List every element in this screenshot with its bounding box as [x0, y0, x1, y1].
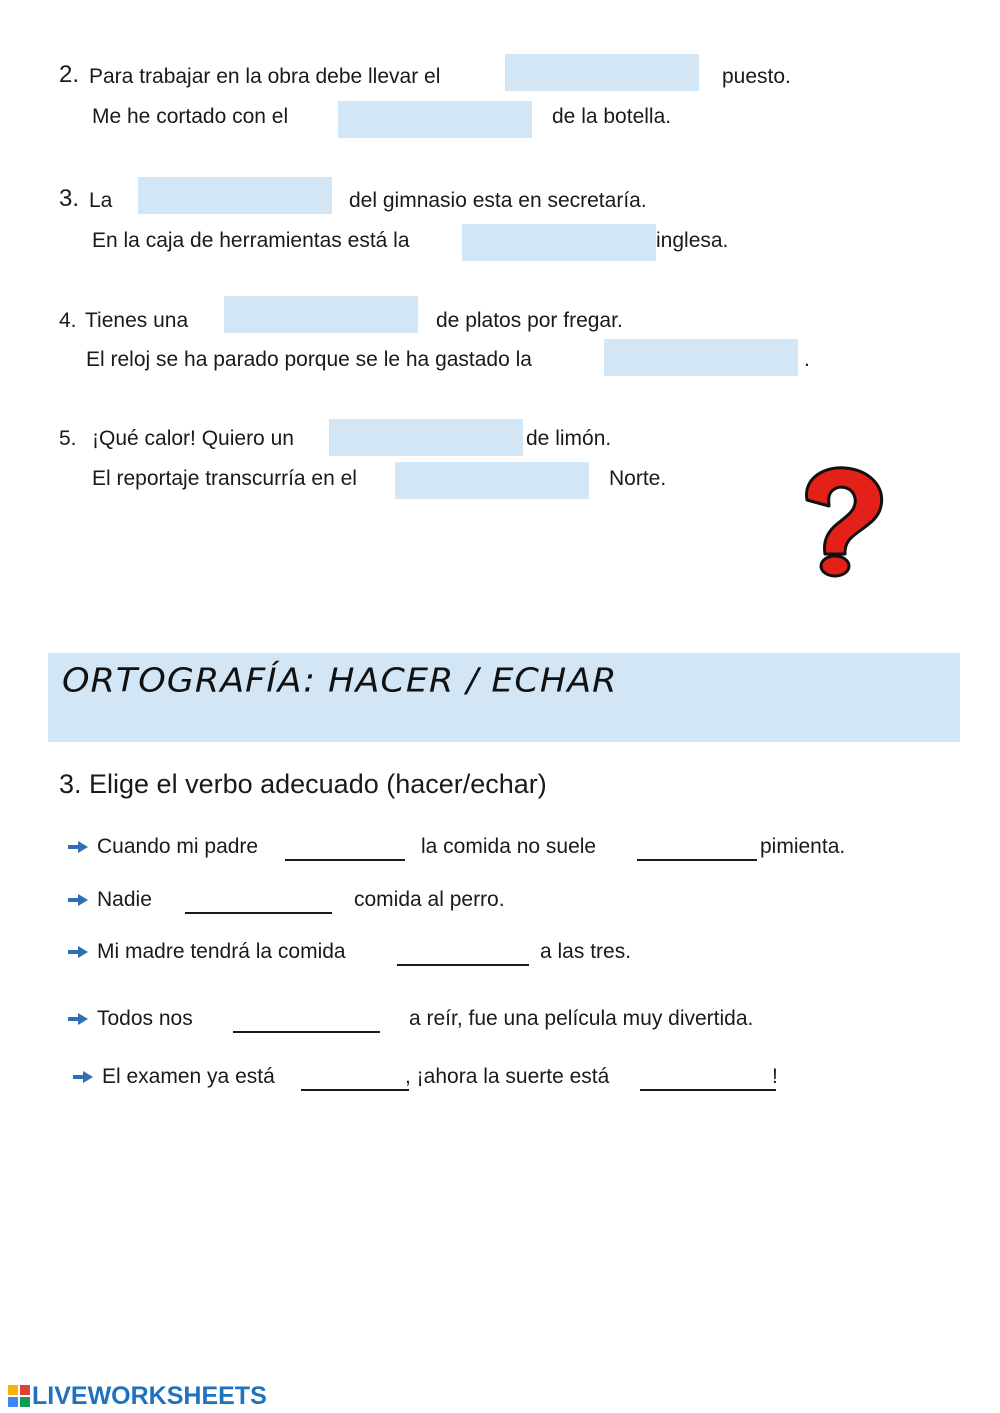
sentence-text: El examen ya está: [102, 1065, 275, 1088]
item-text: de la botella.: [552, 105, 672, 128]
item-text: La: [89, 189, 113, 212]
item-number: 4.: [59, 309, 77, 332]
item-text: ¡Qué calor! Quiero un: [92, 427, 294, 450]
verb-blank-input[interactable]: [301, 1067, 409, 1091]
exercise-title: 3. Elige el verbo adecuado (hacer/echar): [59, 769, 547, 799]
item-text: Norte.: [609, 467, 667, 490]
sentence-text: comida al perro.: [354, 888, 505, 911]
item-text: El reloj se ha parado porque se le ha gastado la: [86, 348, 532, 371]
arrow-right-icon: [73, 1071, 93, 1083]
item-text: Me he cortado con el: [92, 105, 289, 128]
section-banner: [48, 653, 960, 742]
arrow-right-icon: [68, 894, 88, 906]
answer-input[interactable]: [138, 177, 332, 214]
item-number: 2.: [59, 61, 80, 88]
footer-brand-text: LIVEWORKSHEETS: [32, 1381, 267, 1410]
answer-input[interactable]: [505, 54, 699, 91]
banner-title: ORTOGRAFÍA: HACER / ECHAR: [62, 662, 618, 700]
verb-blank-input[interactable]: [233, 1009, 380, 1033]
sentence-text: Cuando mi padre: [97, 835, 259, 858]
item-text: de platos por fregar.: [436, 309, 623, 332]
verb-blank-input[interactable]: [185, 890, 332, 914]
verb-blank-input[interactable]: [640, 1067, 776, 1091]
verb-blank-input[interactable]: [637, 837, 757, 861]
sentence-text: Todos nos: [97, 1007, 193, 1030]
answer-input[interactable]: [338, 101, 532, 138]
sentence-text: !: [772, 1065, 778, 1088]
item-text: Para trabajar en la obra debe llevar el: [89, 65, 441, 88]
item-number: 5.: [59, 427, 77, 450]
sentence-text: Nadie: [97, 888, 152, 911]
item-text: del gimnasio esta en secretaría.: [349, 189, 647, 212]
sentence-text: pimienta.: [760, 835, 846, 858]
arrow-right-icon: [68, 841, 88, 853]
verb-blank-input[interactable]: [285, 837, 405, 861]
item-text: .: [804, 348, 810, 371]
answer-input[interactable]: [224, 296, 418, 333]
sentence-text: a reír, fue una película muy divertida.: [409, 1007, 754, 1030]
item-text: Tienes una: [85, 309, 189, 332]
sentence-text: a las tres.: [540, 940, 632, 963]
item-text: de limón.: [526, 427, 612, 450]
arrow-right-icon: [68, 946, 88, 958]
item-text: En la caja de herramientas está la: [92, 229, 410, 252]
answer-input[interactable]: [462, 224, 656, 261]
item-text: El reportaje transcurría en el: [92, 467, 357, 490]
answer-input[interactable]: [395, 462, 589, 499]
item-text: inglesa.: [656, 229, 729, 252]
verb-blank-input[interactable]: [397, 942, 529, 966]
question-mark-icon: [785, 460, 890, 580]
answer-input[interactable]: [604, 339, 798, 376]
item-number: 3.: [59, 185, 80, 212]
liveworksheets-logo-icon: [8, 1385, 30, 1407]
answer-input[interactable]: [329, 419, 523, 456]
sentence-text: la comida no suele: [421, 835, 597, 858]
sentence-text: Mi madre tendrá la comida: [97, 940, 346, 963]
sentence-text: , ¡ahora la suerte está: [405, 1065, 610, 1088]
arrow-right-icon: [68, 1013, 88, 1025]
item-text: puesto.: [722, 65, 791, 88]
footer-brand[interactable]: [8, 1381, 267, 1411]
